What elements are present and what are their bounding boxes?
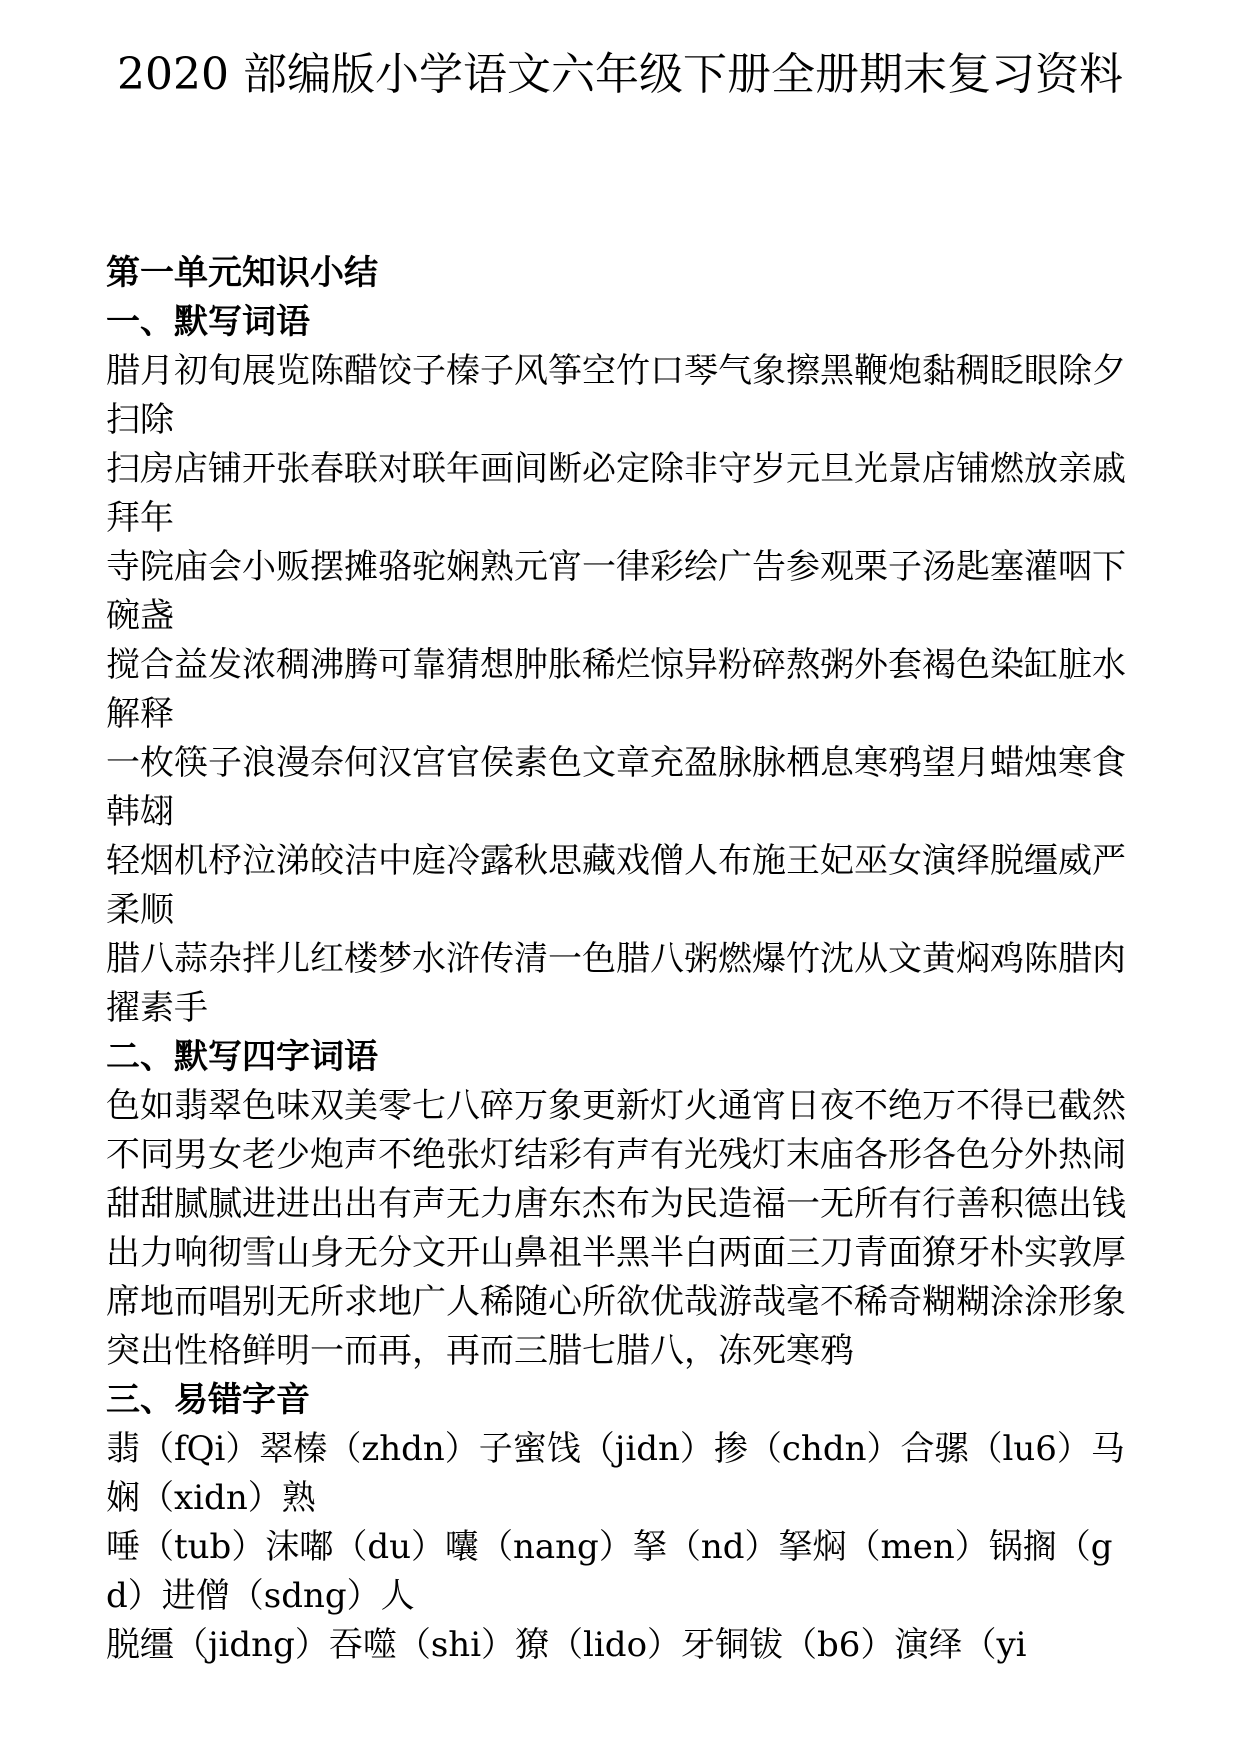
section-heading-idioms: 二、默写四字词语 — [106, 1037, 378, 1077]
word-line: 扫房店铺开张春联对联年画间断必定除非守岁元旦光景店铺燃放亲戚拜年 — [106, 449, 1126, 538]
document-body — [106, 249, 1130, 1670]
word-line: 轻烟机杼泣涕皎洁中庭冷露秋思藏戏僧人布施王妃巫女演绎脱缰威严柔顺 — [106, 841, 1126, 930]
word-line: 一枚筷子浪漫奈何汉宫官侯素色文章充盈脉脉栖息寒鸦望月蜡烛寒食韩翃 — [106, 743, 1126, 832]
word-line: 搅合益发浓稠沸腾可靠猜想肿胀稀烂惊异粉碎熬粥外套褐色染缸脏水解释 — [106, 645, 1126, 734]
word-line: 寺院庙会小贩摆摊骆驼娴熟元宵一律彩绘广告参观栗子汤匙塞灌咽下碗盏 — [106, 547, 1126, 636]
document-title: 2020 部编版小学语文六年级下册全册期末复习资料 — [117, 49, 1123, 100]
word-line: 腊月初旬展览陈醋饺子榛子风筝空竹口琴气象擦黑鞭炮黏稠眨眼除夕扫除 — [106, 351, 1126, 440]
word-line: 腊八蒜杂拌儿红楼梦水浒传清一色腊八粥燃爆竹沈从文黄焖鸡陈腊肉擢素手 — [106, 939, 1126, 1028]
pronunciation-line: 翡（fQi）翠榛（zhdn）子蜜饯（jidn）掺（chdn）合骡（lu6）马娴（xidn）熟 — [106, 1429, 1125, 1518]
idiom-paragraph: 色如翡翠色味双美零七八碎万象更新灯火通宵日夜不绝万不得已截然不同男女老少炮声不绝张灯结彩有声有光残灯末庙各形各色分外热闹甜甜腻腻进进出出有声无力唐东杰布为民造福一无所有行善积德出钱出力响彻雪山身无分文开山鼻祖半黑半白两面三刀青面獠牙朴实敦厚席地而唱别无所求地广人稀随心所欲优哉游哉毫不稀奇糊糊涂涂形象突出性格鲜明一而再，再而三腊七腊八，冻死寒鸦 — [106, 1086, 1126, 1371]
unit-heading: 第一单元知识小结 — [106, 253, 378, 293]
pronunciation-line: 唾（tub）沫嘟（du）囔（nang）拏（nd）拏焖（men）锅搁（gd）进僧（sdng）人 — [106, 1527, 1113, 1616]
pronunciation-line: 脱缰（jidng）吞噬（shi）獠（lido）牙铜钹（b6）演绎（yi — [106, 1625, 1027, 1665]
section-heading-pronunciation: 三、易错字音 — [106, 1380, 310, 1420]
section-heading-words: 一、默写词语 — [106, 302, 310, 342]
